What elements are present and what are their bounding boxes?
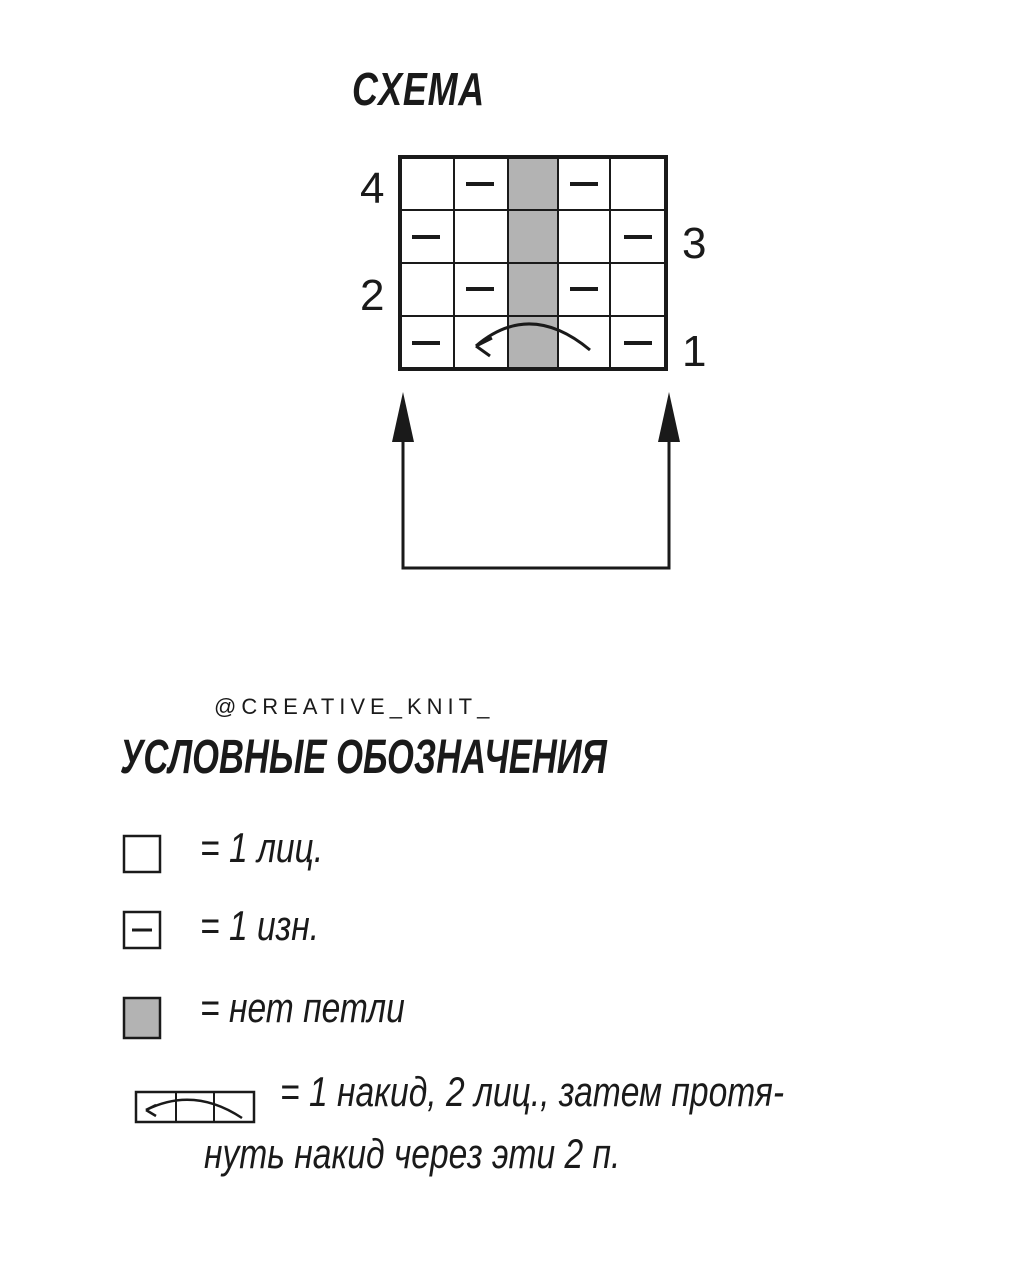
repeat-arrow-right-icon	[658, 392, 680, 442]
yo-pass-symbol-icon	[134, 1088, 258, 1128]
legend-item-yo-pass	[0, 1068, 1024, 1198]
legend-text-yo-pass-line1: = 1 накид, 2 лиц., затем протя-	[280, 1068, 785, 1115]
row-number-2: 2	[360, 271, 385, 320]
legend-text-yo-pass-line2: нуть накид через эти 2 п.	[204, 1130, 621, 1177]
legend-text-purl: = 1 изн.	[200, 902, 320, 949]
legend-text-knit: = 1 лиц.	[200, 824, 324, 871]
legend-item-knit	[0, 824, 1024, 904]
repeat-arrow-left-icon	[392, 392, 414, 442]
knit-symbol-icon	[122, 834, 164, 876]
legend-item-purl	[0, 902, 1024, 982]
legend-item-no-stitch	[0, 984, 1024, 1064]
row-number-3: 3	[682, 219, 707, 268]
row-number-1: 1	[682, 327, 707, 376]
no-stitch-symbol-icon	[122, 996, 164, 1042]
row-number-4: 4	[360, 164, 385, 213]
repeat-bracket	[392, 392, 680, 568]
watermark: @CREATIVE_KNIT_	[214, 694, 495, 719]
scheme-title: СХЕМА	[352, 63, 486, 115]
repeat-bracket-line	[403, 440, 669, 568]
legend-title: УСЛОВНЫЕ ОБОЗНАЧЕНИЯ	[120, 731, 607, 784]
purl-symbol-icon	[122, 910, 164, 952]
legend-text-no-stitch: = нет петли	[200, 984, 405, 1031]
